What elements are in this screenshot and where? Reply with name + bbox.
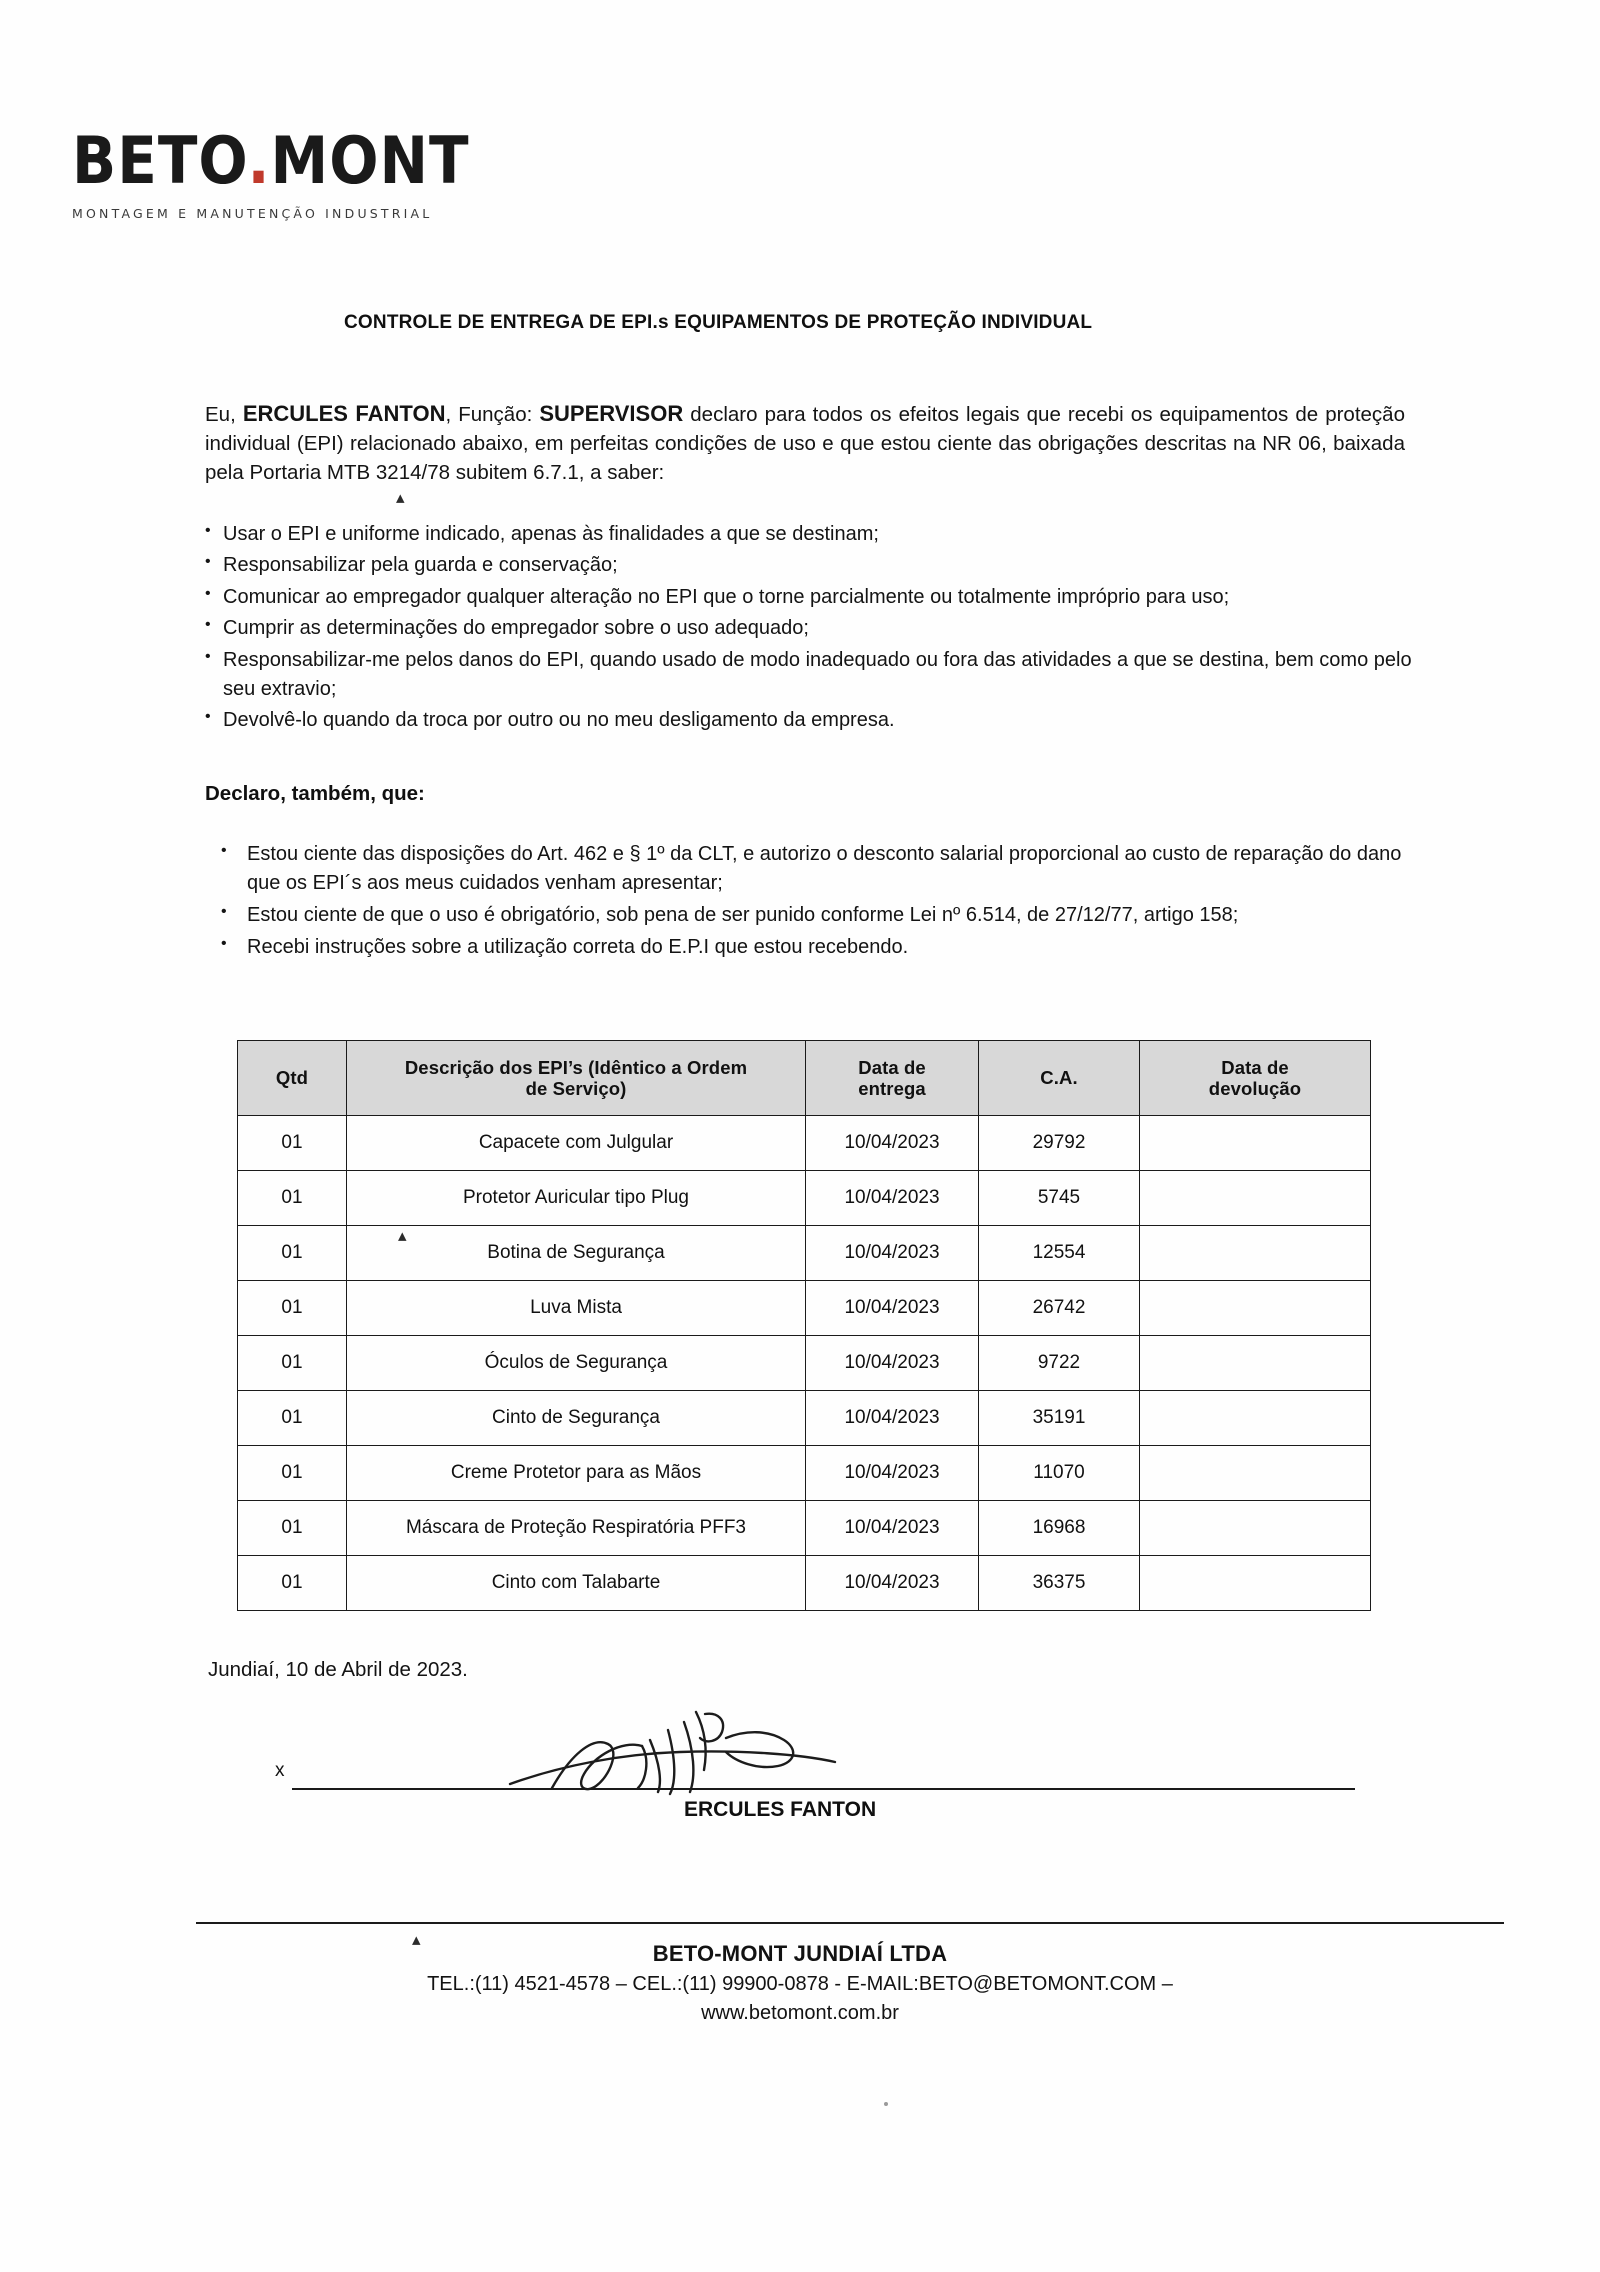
list-item: • Responsabilizar-me pelos danos do EPI, quando usado de modo inadequado ou fora das atividades a que se destina, bem como pelo seu extravio; [205, 646, 1420, 705]
cell-delivery-date: 10/04/2023 [806, 1336, 979, 1391]
cell-qtd: 01 [238, 1336, 347, 1391]
cell-qtd: 01 [238, 1116, 347, 1171]
table-row [238, 1556, 1371, 1611]
cell-return-date [1140, 1116, 1371, 1171]
table-row [238, 1336, 1371, 1391]
cell-return-date [1140, 1446, 1371, 1501]
declaro-heading: Declaro, também, que: [205, 782, 425, 805]
column-header-delivery-date [806, 1041, 979, 1116]
footer-company: BETO-MONT JUNDIAÍ LTDA [652, 1941, 948, 1966]
cell-delivery-date: 10/04/2023 [806, 1281, 979, 1336]
column-header-return-line1: Data de [1221, 1056, 1289, 1078]
cell-return-date [1140, 1226, 1371, 1281]
table-row [238, 1171, 1371, 1226]
cell-ca: 12554 [979, 1226, 1140, 1281]
cell-ca: 35191 [979, 1391, 1140, 1446]
table-header-row [238, 1041, 1371, 1116]
cell-return-date [1140, 1171, 1371, 1226]
cell-qtd: 01 [238, 1281, 347, 1336]
cell-return-date [1140, 1556, 1371, 1611]
column-header-return-date [1140, 1041, 1371, 1116]
cell-delivery-date: 10/04/2023 [806, 1556, 979, 1611]
cell-delivery-date: 10/04/2023 [806, 1171, 979, 1226]
table-row [238, 1391, 1371, 1446]
footer [0, 1938, 1600, 2028]
obligations-list [205, 520, 1420, 738]
cell-delivery-date: 10/04/2023 [806, 1446, 979, 1501]
logo-dot: . [247, 122, 271, 199]
logo-wordmark: BETO.MONT [72, 122, 470, 199]
company-logo [72, 122, 470, 221]
column-header-description-line1: Descrição dos EPI’s (Idêntico a Ordem [404, 1056, 748, 1078]
column-header-return-line2: devolução [1208, 1078, 1302, 1099]
list-item: • Comunicar ao empregador qualquer alteração no EPI que o torne parcialmente ou totalmente impróprio para uso; [205, 583, 1420, 612]
cell-description: Cinto com Talabarte [347, 1556, 806, 1611]
table-row [238, 1281, 1371, 1336]
list-item: • Cumprir as determinações do empregador sobre o uso adequado; [205, 614, 1420, 643]
scan-artifact: ▴ [398, 1226, 407, 1246]
cell-description: Creme Protetor para as Mãos [347, 1446, 806, 1501]
table-body [238, 1116, 1371, 1611]
column-header-description-line2: de Serviço) [525, 1078, 627, 1099]
column-header-delivery-line2: entrega [858, 1078, 926, 1099]
table-row [238, 1116, 1371, 1171]
cell-qtd: 01 [238, 1446, 347, 1501]
cell-qtd: 01 [238, 1226, 347, 1281]
cell-ca: 16968 [979, 1501, 1140, 1556]
cell-ca: 9722 [979, 1336, 1140, 1391]
declaration-paragraph [205, 398, 1405, 487]
cell-qtd: 01 [238, 1556, 347, 1611]
cell-delivery-date: 10/04/2023 [806, 1226, 979, 1281]
scan-artifact: ▴ [412, 1930, 421, 1950]
employee-role: SUPERVISOR [539, 401, 684, 426]
cell-delivery-date: 10/04/2023 [806, 1116, 979, 1171]
cell-description: Máscara de Proteção Respiratória PFF3 [347, 1501, 806, 1556]
list-item: • Usar o EPI e uniforme indicado, apenas às finalidades a que se destinam; [205, 520, 1420, 549]
scan-speck [884, 2102, 888, 2106]
epi-table [237, 1040, 1371, 1611]
column-header-delivery-line1: Data de [858, 1056, 926, 1078]
list-item: • Estou ciente das disposições do Art. 462 e § 1º da CLT, e autorizo o desconto salarial proporcional ao custo de reparação do dano que os EPI´s aos meus cuidados venham apresentar; [205, 840, 1420, 898]
page-title: CONTROLE DE ENTREGA DE EPI.s EQUIPAMENTOS DE PROTEÇÃO INDIVIDUAL [344, 312, 1093, 333]
cell-ca: 5745 [979, 1171, 1140, 1226]
cell-description: Protetor Auricular tipo Plug [347, 1171, 806, 1226]
city-and-date: Jundiaí, 10 de Abril de 2023. [208, 1658, 468, 1681]
handwritten-signature [500, 1700, 920, 1810]
cell-return-date [1140, 1281, 1371, 1336]
scan-artifact: ▴ [396, 488, 405, 508]
cell-return-date [1140, 1501, 1371, 1556]
column-header-qtd: Qtd [238, 1041, 347, 1116]
declaro-list [205, 840, 1420, 965]
column-header-ca: C.A. [979, 1041, 1140, 1116]
list-item: • Devolvê-lo quando da troca por outro ou no meu desligamento da empresa. [205, 706, 1420, 735]
cell-description: Botina de Segurança [347, 1226, 806, 1281]
signature-x-mark: x [275, 1760, 285, 1781]
cell-return-date [1140, 1391, 1371, 1446]
cell-ca: 36375 [979, 1556, 1140, 1611]
footer-contact: TEL.:(11) 4521-4578 – CEL.:(11) 99900-0878 - E-MAIL:BETO@BETOMONT.COM – [427, 1972, 1173, 1995]
epi-table-container [237, 1040, 1365, 1611]
cell-description: Luva Mista [347, 1281, 806, 1336]
cell-delivery-date: 10/04/2023 [806, 1391, 979, 1446]
declaration-prefix: Eu, [205, 403, 243, 426]
table-row [238, 1226, 1371, 1281]
signature-line [292, 1788, 1355, 1790]
cell-description: Óculos de Segurança [347, 1336, 806, 1391]
column-header-description [347, 1041, 806, 1116]
employee-name: ERCULES FANTON [242, 401, 446, 426]
cell-ca: 11070 [979, 1446, 1140, 1501]
footer-website: www.betomont.com.br [701, 2001, 899, 2024]
declaration-body: declaro para todos os efeitos legais que recebi os equipamentos de proteção individual (EPI) relacionado abaixo, em perfeitas condições de uso e que estou ciente das obrigações descritas na NR 06, baixada pela Portaria MTB 3214/78 subitem 6.7.1, a saber: [205, 403, 1405, 485]
cell-ca: 29792 [979, 1116, 1140, 1171]
cell-return-date [1140, 1336, 1371, 1391]
table-row [238, 1446, 1371, 1501]
cell-description: Cinto de Segurança [347, 1391, 806, 1446]
logo-tagline: MONTAGEM E MANUTENÇÃO INDUSTRIAL [72, 206, 433, 221]
cell-qtd: 01 [238, 1171, 347, 1226]
cell-qtd: 01 [238, 1501, 347, 1556]
footer-divider [196, 1922, 1504, 1924]
list-item: • Estou ciente de que o uso é obrigatório, sob pena de ser punido conforme Lei nº 6.514, de 27/12/77, artigo 158; [205, 901, 1420, 930]
cell-description: Capacete com Julgular [347, 1116, 806, 1171]
cell-delivery-date: 10/04/2023 [806, 1501, 979, 1556]
list-item: • Responsabilizar pela guarda e conservação; [205, 551, 1420, 580]
list-item: • Recebi instruções sobre a utilização correta do E.P.I que estou recebendo. [205, 933, 1420, 962]
cell-ca: 26742 [979, 1281, 1140, 1336]
declaration-role-label: , Função: [445, 403, 540, 426]
signature-name: ERCULES FANTON [684, 1798, 877, 1821]
table-row [238, 1501, 1371, 1556]
cell-qtd: 01 [238, 1391, 347, 1446]
